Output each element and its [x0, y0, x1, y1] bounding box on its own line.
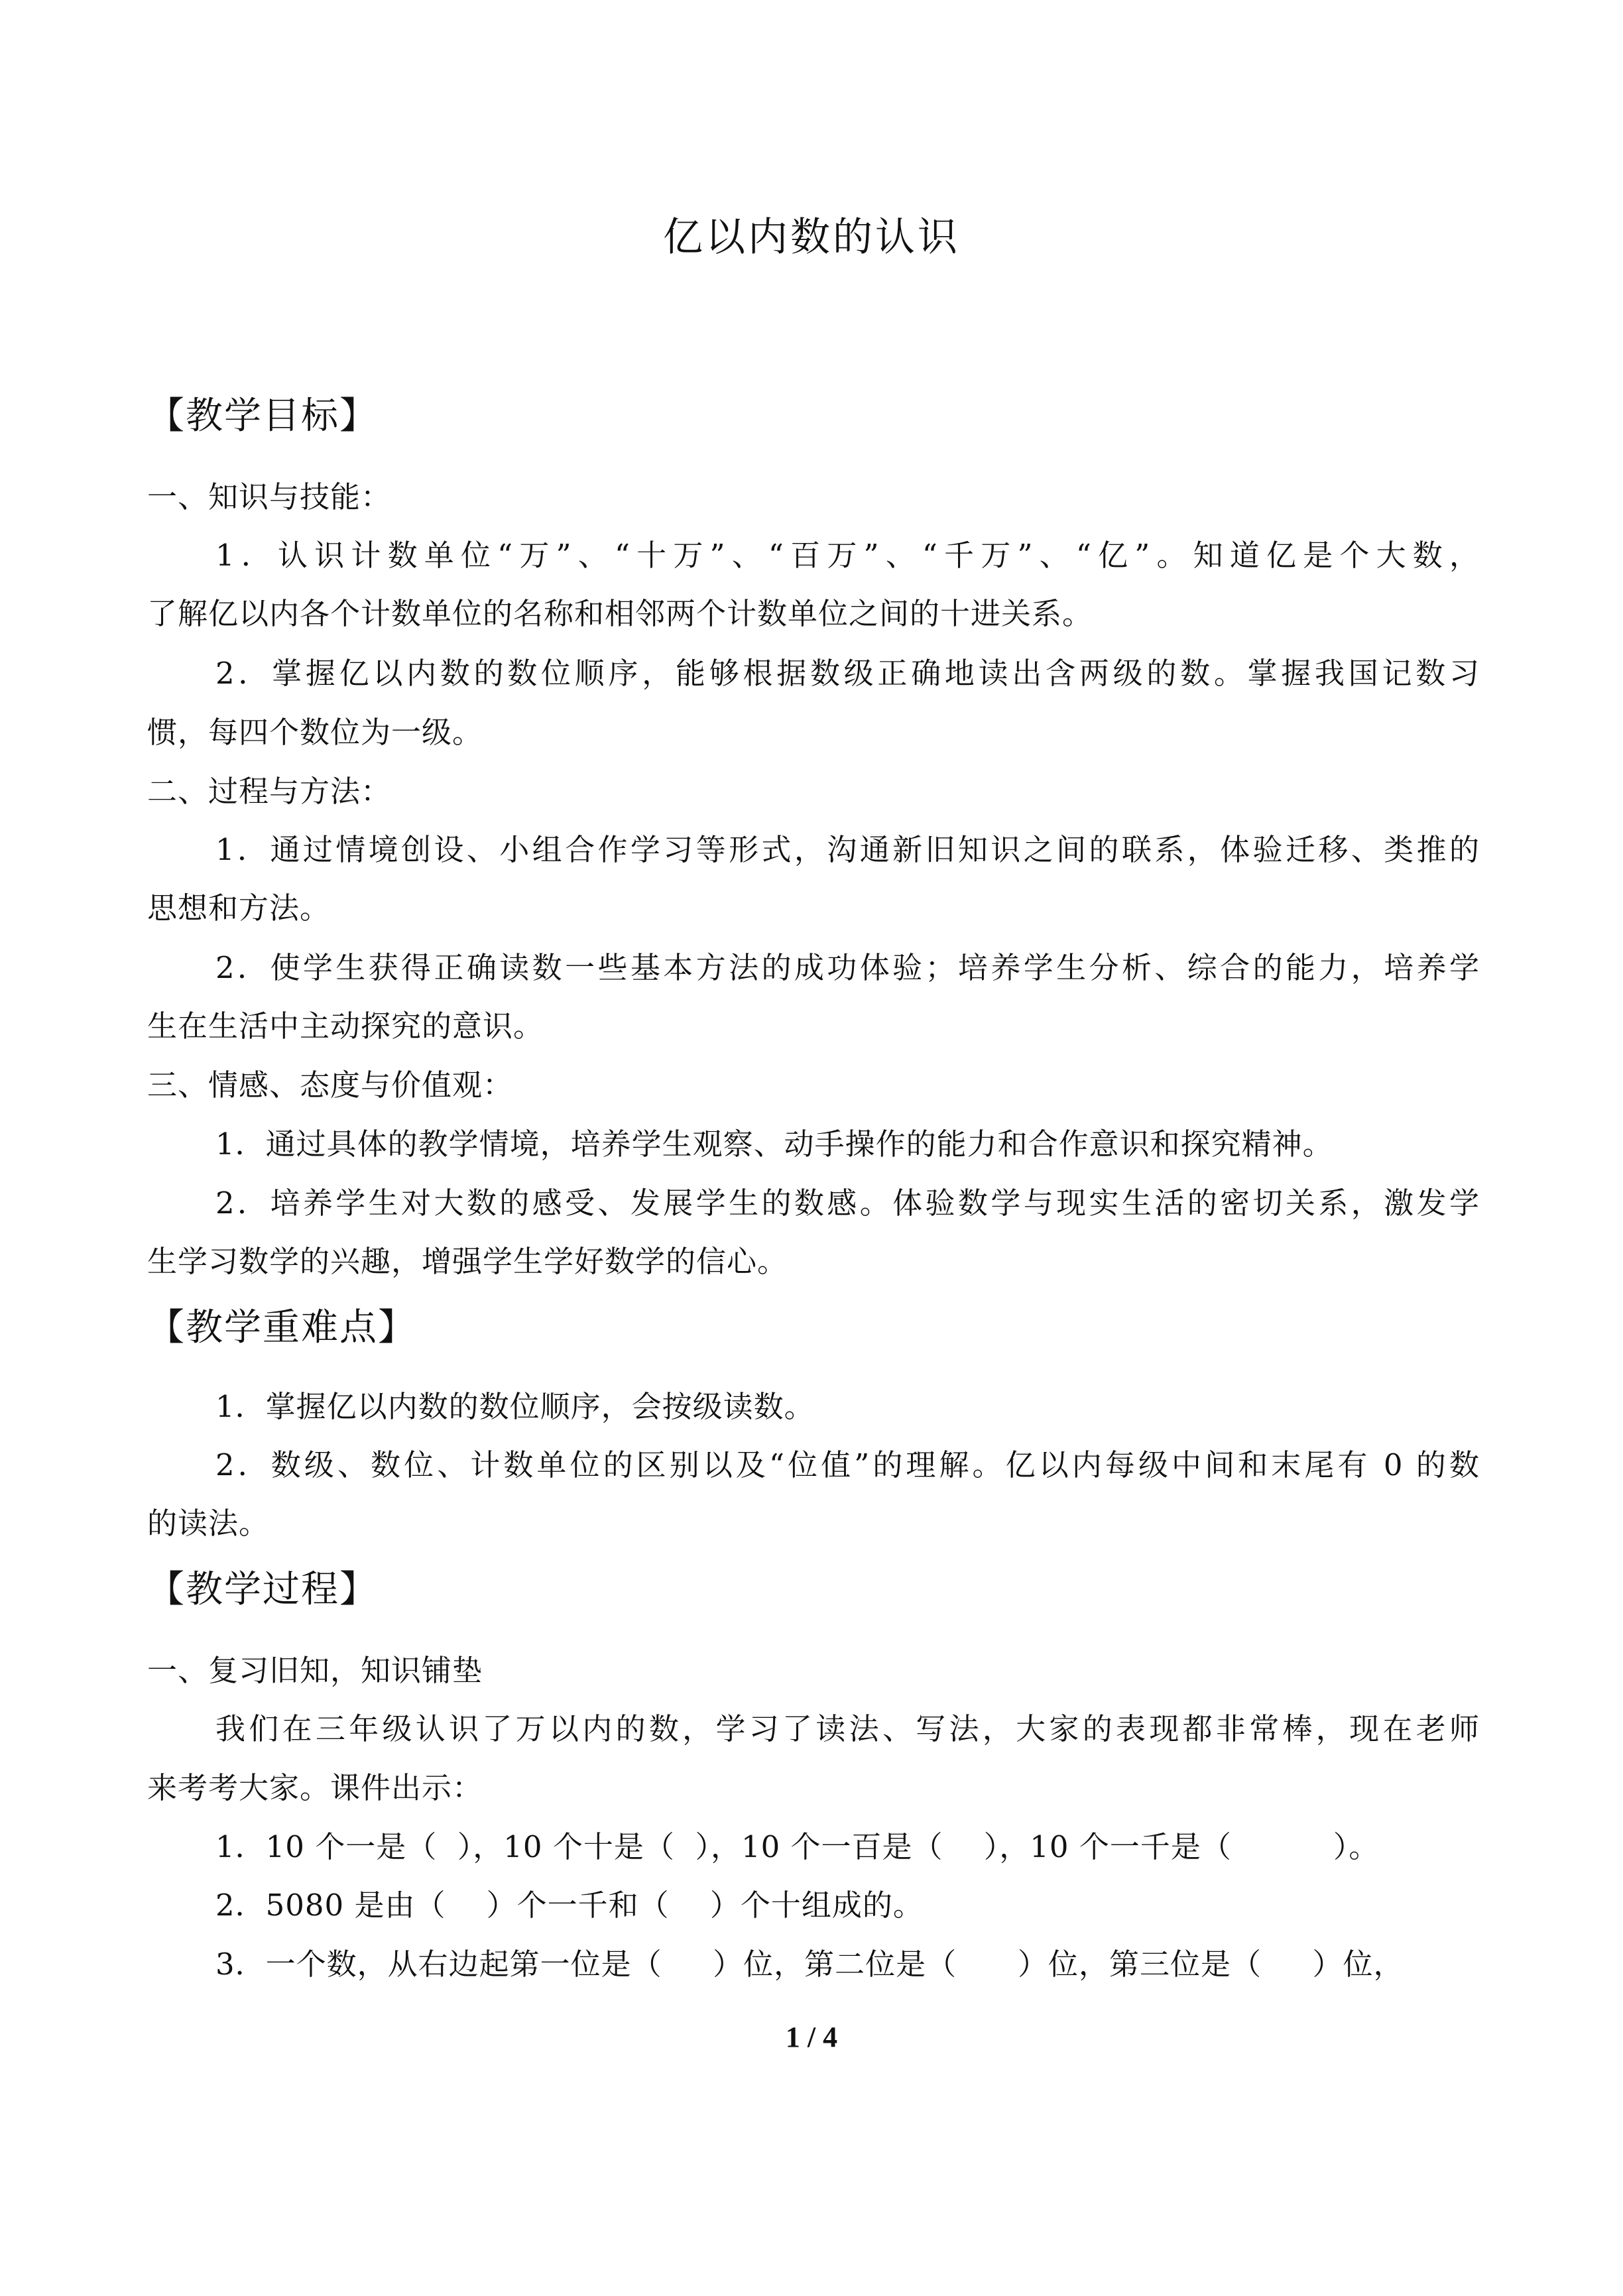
paragraph-line: 生在生活中主动探究的意识。: [147, 1008, 544, 1044]
paragraph-line: 1．通过情境创设、小组合作学习等形式，沟通新旧知识之间的联系，体验迁移、类推的: [215, 832, 1480, 867]
exercise-line: 2．5080 是由（ ）个一千和（ ）个十组成的。: [215, 1888, 924, 1923]
paragraph-line: 2．使学生获得正确读数一些基本方法的成功体验；培养学生分析、综合的能力，培养学: [215, 950, 1480, 985]
subheading-emotion-values: 三、情感、态度与价值观：: [147, 1067, 514, 1103]
paragraph-line: 2．掌握亿以内数的数位顺序，能够根据数级正确地读出含两级的数。掌握我国记数习: [215, 656, 1480, 691]
paragraph-line: 了解亿以内各个计数单位的名称和相邻两个计数单位之间的十进关系。: [147, 596, 1093, 631]
section-heading-keypoints: 【教学重难点】: [147, 1306, 416, 1349]
subheading-process-methods: 二、过程与方法：: [147, 774, 392, 809]
paragraph-line: 2．培养学生对大数的感受、发展学生的数感。体验数学与现实生活的密切关系，激发学: [215, 1185, 1480, 1221]
exercise-line: 3．一个数，从右边起第一位是（ ）位，第二位是（ ）位，第三位是（ ）位，: [215, 1947, 1404, 1982]
paragraph-line: 来考考大家。课件出示：: [147, 1770, 483, 1805]
subheading-knowledge-skills: 一、知识与技能：: [147, 479, 392, 514]
paragraph-line: 1．通过具体的教学情境，培养学生观察、动手操作的能力和合作意识和探究精神。: [215, 1126, 1333, 1162]
paragraph-line: 思想和方法。: [147, 890, 331, 926]
page-title: 亿以内数的认识: [663, 214, 960, 261]
paragraph-line: 的读法。: [147, 1506, 270, 1541]
subheading-review: 一、复习旧知，知识铺垫: [147, 1653, 483, 1688]
paragraph-line: 惯，每四个数位为一级。: [147, 715, 483, 750]
paragraph-line: 1．认识计数单位“万”、“十万”、“百万”、“千万”、“亿”。知道亿是个大数，: [215, 538, 1480, 573]
exercise-line: 1．10 个一是（ ），10 个十是（ ），10 个一百是（ ），10 个一千是（ ）。: [215, 1829, 1380, 1864]
paragraph-line: 我们在三年级认识了万以内的数，学习了读法、写法，大家的表现都非常棒，现在老师: [215, 1711, 1480, 1746]
section-heading-process: 【教学过程】: [147, 1568, 378, 1611]
page-number: 1 / 4: [785, 2021, 838, 2053]
section-heading-objectives: 【教学目标】: [147, 394, 378, 438]
paragraph-line: 生学习数学的兴趣，增强学生学好数学的信心。: [147, 1244, 788, 1279]
paragraph-line: 2．数级、数位、计数单位的区别以及“位值”的理解。亿以内每级中间和末尾有 0 的数: [215, 1447, 1480, 1482]
paragraph-line: 1．掌握亿以内数的数位顺序，会按级读数。: [215, 1389, 815, 1424]
